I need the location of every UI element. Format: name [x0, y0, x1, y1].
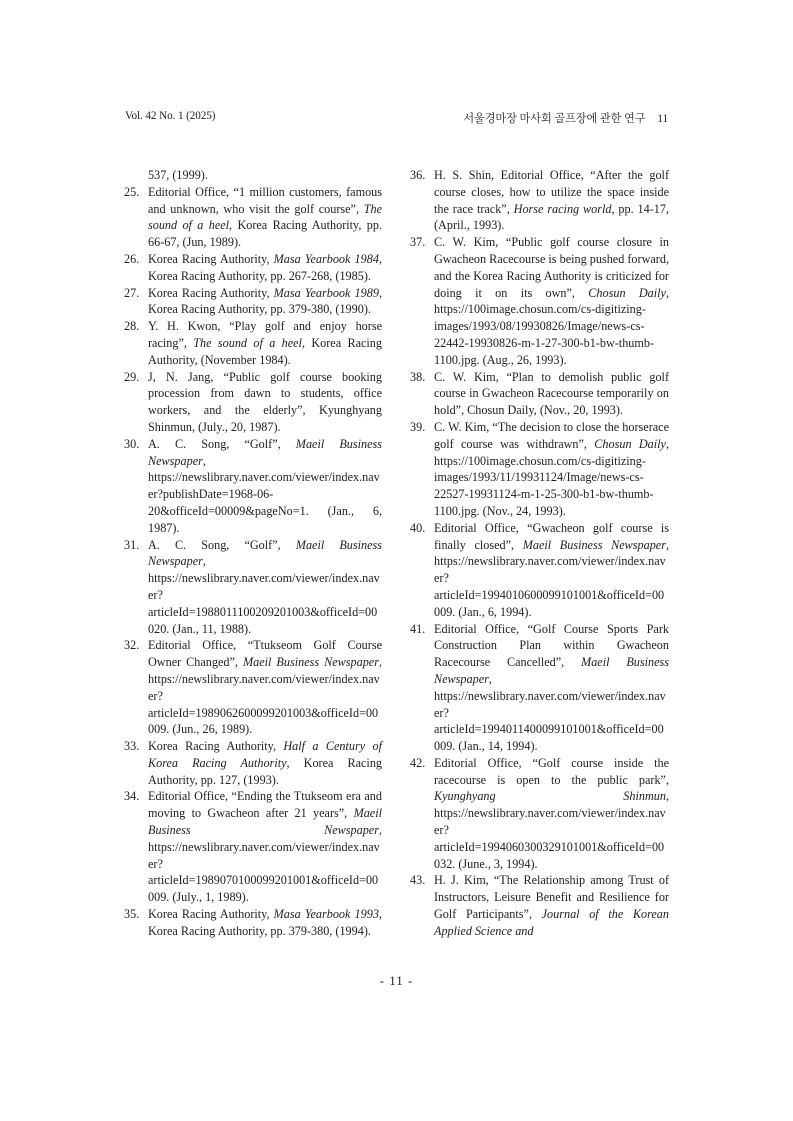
- reference-number: 35.: [124, 907, 140, 922]
- reference-text-segment: , Korea Racing Authority, (November 1984).: [148, 335, 382, 367]
- reference-source-title: Horse racing world: [513, 201, 612, 216]
- header-page-number: 11: [657, 113, 668, 125]
- reference-source-title: Chosun Daily: [594, 436, 666, 451]
- reference-text: [434, 621, 669, 755]
- reference-number: 41.: [410, 621, 426, 636]
- reference-text-segment: , https://newslibrary.naver.com/viewer/index.naver?articleId=1989062600099201003&officeId=00009. (Jun., 26, 1989).: [148, 655, 382, 737]
- running-header: [125, 110, 668, 126]
- reference-text-segment: Editorial Office, “1 million customers, famous and unknown, who visit the golf course”,: [148, 184, 382, 216]
- reference-source-title: Half a Century of Korea Racing Authority: [148, 739, 382, 770]
- reference-text-segment: Editorial Office, “Golf course inside the racecourse is open to the public park”,: [434, 755, 669, 787]
- reference-entry: [124, 184, 382, 251]
- reference-text-segment: C. W. Kim, “Plan to demolish public golf course in Gwacheon Racecourse temporarily on hold”, Chosun Daily, (Nov., 20, 1993).: [434, 369, 669, 418]
- reference-text-segment: , https://newslibrary.naver.com/viewer/index.naver?articleId=1994011400099101001&officeId=00009. (Jan., 14, 1994).: [434, 671, 666, 754]
- reference-source-title: Maeil Business Newspaper: [148, 806, 382, 838]
- reference-entry: [124, 637, 382, 738]
- reference-text-segment: A. C. Song, “Golf”,: [148, 537, 296, 552]
- reference-text: [124, 167, 382, 184]
- reference-entry: [124, 167, 382, 184]
- reference-number: 32.: [124, 638, 140, 653]
- reference-number: 36.: [410, 168, 426, 182]
- reference-source-title: The sound of a heel: [148, 201, 382, 233]
- reference-number: 37.: [410, 235, 426, 250]
- reference-text-segment: H. J. Kim, “The Relationship among Trust of Instructors, Leisure Benefit and Resilience for Golf Participants”,: [434, 873, 669, 922]
- reference-entry: [410, 520, 669, 621]
- reference-text-segment: Editorial Office, “Gwacheon golf course is finally closed”,: [434, 520, 669, 552]
- reference-text-segment: J, N. Jang, “Public golf course booking procession from dawn to students, office workers, and the elderly”, Kyunghyang Shinmun, (July., 20, 1987).: [148, 369, 382, 434]
- reference-number: 27.: [124, 285, 140, 300]
- reference-entry: [124, 906, 382, 940]
- reference-text: [148, 318, 382, 368]
- reference-text-segment: , https://100image.chosun.com/cs-digitizing-images/1993/11/19931124/Image/news-cs-22527-19931124-m-1-25-300-b1-bw-thumb-1100.jpg. (Nov., 24, 1993).: [434, 436, 669, 518]
- reference-text: [148, 369, 382, 436]
- reference-text-segment: , https://newslibrary.naver.com/viewer/index.naver?articleId=1989070100099201001&officeId=00009. (July., 1, 1989).: [148, 823, 382, 905]
- reference-number: 42.: [410, 755, 426, 770]
- page-footer: - 11 -: [379, 973, 414, 988]
- running-title-block: [463, 110, 668, 126]
- running-title: 서울경마장 마사회 골프장에 관한 연구: [463, 113, 646, 125]
- reference-text-segment: , Korea Racing Authority, pp. 267-268, (1985).: [148, 251, 382, 283]
- reference-text-segment: C. W. Kim, “The decision to close the horserace golf course was withdrawn”,: [434, 419, 669, 451]
- reference-text-segment: Editorial Office, “Golf Course Sports Park Construction Plan within Gwacheon Racecourse Cancelled”,: [434, 621, 669, 670]
- reference-text-segment: Korea Racing Authority,: [148, 251, 274, 266]
- reference-source-title: Masa Yearbook 1989: [273, 285, 379, 300]
- reference-text-segment: Korea Racing Authority,: [148, 739, 284, 754]
- reference-text: [434, 167, 669, 234]
- reference-text-segment: , pp. 14-17, (April., 1993).: [434, 201, 669, 233]
- reference-text: [148, 285, 382, 319]
- reference-entry: [124, 788, 382, 906]
- reference-text: [148, 184, 382, 251]
- reference-entry: [410, 419, 669, 520]
- reference-entry: [410, 167, 669, 234]
- reference-source-title: Maeil Business Newspaper: [522, 537, 666, 552]
- reference-text-segment: C. W. Kim, “Public golf course closure in Gwacheon Racecourse is being pushed forward, and the Korea Racing Authority is criticized for doing it on its own”,: [434, 235, 669, 300]
- reference-text-segment: Korea Racing Authority,: [148, 907, 274, 922]
- reference-source-title: Kyunghyang Shinmun: [434, 789, 666, 804]
- reference-text: [148, 738, 382, 788]
- reference-text: [148, 788, 382, 906]
- reference-source-title: Maeil Business Newspaper: [148, 537, 382, 569]
- reference-source-title: The sound of a heel: [193, 335, 302, 350]
- reference-text-segment: 537, (1999).: [148, 168, 208, 182]
- reference-number: 43.: [410, 873, 426, 888]
- reference-entry: [124, 251, 382, 285]
- reference-entry: [410, 872, 669, 939]
- references-left-column: [124, 167, 382, 940]
- reference-entry: [124, 369, 382, 436]
- reference-entry: [124, 537, 382, 638]
- reference-source-title: Maeil Business Newspaper: [434, 655, 669, 686]
- references-right-column: [410, 167, 669, 940]
- reference-number: 38.: [410, 369, 426, 384]
- reference-text: [148, 906, 382, 940]
- reference-text-segment: , Korea Racing Authority, pp. 379-380, (1994).: [148, 907, 382, 938]
- reference-source-title: Maeil Business Newspaper: [148, 436, 382, 468]
- reference-number: 25.: [124, 184, 140, 199]
- reference-text: [434, 369, 669, 419]
- reference-text: [148, 436, 382, 537]
- reference-source-title: Chosun Daily: [588, 285, 666, 300]
- reference-number: 30.: [124, 436, 140, 451]
- reference-number: 34.: [124, 789, 140, 804]
- reference-entry: [410, 369, 669, 419]
- reference-source-title: Maeil Business Newspaper: [242, 655, 379, 670]
- reference-source-title: Masa Yearbook 1984: [273, 251, 379, 266]
- reference-text-segment: , https://newslibrary.naver.com/viewer/index.naver?articleId=1994010600099101001&officeId=00009. (Jan., 6, 1994).: [434, 537, 669, 619]
- reference-text-segment: , https://newslibrary.naver.com/viewer/index.naver?articleId=1988011100209201003&officeId=00020. (Jan., 11, 1988).: [148, 554, 380, 636]
- reference-text: [434, 234, 669, 368]
- reference-text-segment: Editorial Office, “Ending the Ttukseom era and moving to Gwacheon after 21 years”,: [148, 789, 382, 821]
- reference-entry: [410, 755, 669, 873]
- reference-text-segment: , https://newslibrary.naver.com/viewer/index.naver?publishDate=1968-06-20&officeId=00009&pageNo=1. (Jan., 6, 1987).: [148, 453, 382, 535]
- reference-number: 40.: [410, 520, 426, 535]
- reference-entry: [124, 738, 382, 788]
- reference-text-segment: , Korea Racing Authority, pp. 379-380, (1990).: [148, 285, 382, 317]
- reference-text-segment: , Korea Racing Authority, pp. 66-67, (Jun, 1989).: [148, 218, 382, 250]
- reference-entry: [124, 436, 382, 537]
- reference-number: 29.: [124, 369, 140, 384]
- reference-text: [434, 520, 669, 621]
- reference-text-segment: A. C. Song, “Golf”,: [148, 436, 296, 451]
- reference-number: 33.: [124, 739, 140, 754]
- reference-text-segment: Editorial Office, “Ttukseom Golf Course Owner Changed”,: [148, 638, 382, 670]
- reference-entry: [410, 621, 669, 755]
- reference-text-segment: , Korea Racing Authority, pp. 127, (1993).: [148, 755, 383, 787]
- reference-text-segment: , https://100image.chosun.com/cs-digitizing-images/1993/08/19930826/Image/news-cs-22442-19930826-m-1-27-300-b1-bw-thumb-1100.jpg. (Aug., 26, 1993).: [434, 285, 669, 367]
- reference-text: [148, 251, 382, 285]
- reference-entry: [124, 285, 382, 319]
- reference-text-segment: H. S. Shin, Editorial Office, “After the golf course closes, how to utilize the space inside the race track”,: [434, 168, 669, 216]
- reference-entry: [124, 318, 382, 368]
- reference-text: [434, 872, 669, 939]
- reference-text-segment: , https://newslibrary.naver.com/viewer/index.naver?articleId=1994060300329101001&officeId=00032. (June., 3, 1994).: [434, 789, 669, 871]
- reference-text: [434, 419, 669, 520]
- reference-text-segment: Y. H. Kwon, “Play golf and enjoy horse racing”,: [148, 319, 382, 350]
- reference-text: [434, 755, 669, 873]
- reference-number: 39.: [410, 419, 426, 434]
- reference-text: [148, 637, 382, 738]
- reference-number: 26.: [124, 251, 140, 266]
- reference-number: 28.: [124, 319, 140, 334]
- reference-entry: [410, 234, 669, 368]
- reference-text-segment: Korea Racing Authority,: [148, 285, 274, 300]
- reference-source-title: Masa Yearbook 1993: [273, 907, 379, 922]
- reference-source-title: Journal of the Korean Applied Science and: [434, 907, 669, 938]
- reference-number: 31.: [124, 537, 140, 552]
- journal-volume: Vol. 42 No. 1 (2025): [125, 110, 216, 122]
- reference-text: [148, 537, 382, 638]
